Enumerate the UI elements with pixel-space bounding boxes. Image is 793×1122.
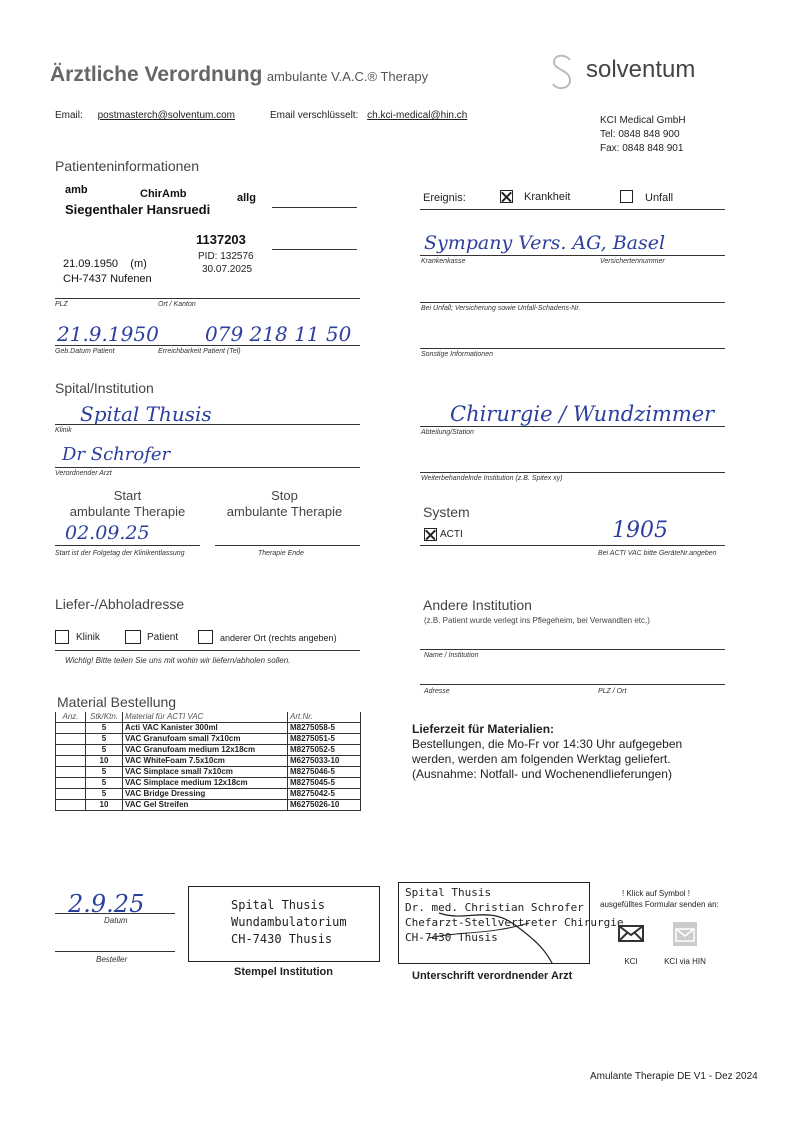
device-label: Bei ACTI VAC bitte GeräteNr.angeben	[598, 550, 717, 557]
unfall-checkbox[interactable]	[620, 190, 633, 203]
adresse-line	[420, 684, 725, 685]
title-main: Ärztliche Verordnung	[50, 63, 263, 86]
lead-line-1: Bestellungen, die Mo-Fr vor 14:30 Uhr aufgegeben	[412, 737, 683, 751]
acti-checkbox[interactable]	[424, 528, 437, 541]
material-anz-cell	[56, 800, 86, 811]
material-art-cell: M8275045-5	[288, 778, 361, 789]
hospital-section-title: Spital/Institution	[55, 380, 154, 396]
material-qty-cell: 5	[86, 745, 123, 756]
other-info-label: Sonstige Informationen	[421, 351, 493, 358]
insurer-line	[420, 255, 725, 256]
material-table	[55, 712, 361, 811]
doctor-line	[55, 467, 360, 468]
material-row	[56, 800, 361, 811]
delivery-klinik-checkbox[interactable]	[55, 630, 69, 644]
besteller-label: Besteller	[96, 955, 128, 964]
event-label: Ereignis:	[423, 192, 466, 204]
sig-line-2: Dr. med. Christian Schrofer	[405, 901, 584, 914]
sig-line-3: Chefarzt-Stellvertreter Chirurgie	[405, 916, 624, 929]
material-anz-cell	[56, 767, 86, 778]
material-header-row	[56, 712, 361, 723]
sig-line-1: Spital Thusis	[405, 886, 492, 899]
sig-line-4: CH-7430 Thusis	[405, 931, 498, 944]
email-enc-label: Email verschlüsselt:	[270, 110, 359, 121]
material-name-cell: VAC Bridge Dressing	[123, 789, 288, 800]
date-handwritten: 2.9.25	[68, 890, 145, 918]
name-line	[420, 649, 725, 650]
material-art-cell: M8275046-5	[288, 767, 361, 778]
clinic-line	[55, 424, 360, 425]
patient-label-allg: allg	[237, 192, 256, 204]
pid: PID: 132576	[198, 251, 254, 262]
delivery-note: Wichtig! Bitte teilen Sie uns mit wohin wir liefern/abholen sollen.	[65, 656, 291, 665]
envelope-icon	[617, 920, 645, 942]
material-row	[56, 734, 361, 745]
start-heading-2: ambulante Therapie	[69, 504, 186, 519]
lead-line-3: (Ausnahme: Notfall- und Wochenendlieferungen)	[412, 767, 672, 781]
patient-label-chiramb: ChirAmb	[140, 188, 187, 200]
stop-heading	[212, 488, 357, 520]
doctor-signature-stamp	[398, 882, 624, 964]
patient-name: Siegenthaler Hansruedi	[65, 202, 211, 217]
andere-section-title: Andere Institution	[423, 597, 532, 613]
version-label: Amulante Therapie DE V1 - Dez 2024	[590, 1071, 758, 1082]
krankheit-checkbox[interactable]	[500, 190, 513, 203]
clinic-label: Klinik	[55, 427, 72, 434]
email-row	[55, 110, 235, 121]
col-stk: Stk/Ktn.	[86, 712, 123, 723]
company-fax: Fax: 0848 848 901	[600, 143, 684, 154]
material-art-cell: M8275042-5	[288, 789, 361, 800]
kk-label: Krankenkasse	[421, 258, 466, 265]
unfall-label: Unfall	[645, 192, 674, 204]
title-sub: ambulante V.A.C.® Therapy	[266, 69, 429, 84]
krankheit-label: Krankheit	[524, 191, 571, 203]
material-name-cell: VAC Granufoam medium 12x18cm	[123, 745, 288, 756]
material-anz-cell	[56, 778, 86, 789]
col-art: Art.Nr.	[288, 712, 361, 723]
material-anz-cell	[56, 745, 86, 756]
insurer-handwritten: Sympany Vers. AG, Basel	[424, 232, 666, 254]
besteller-line	[55, 951, 175, 952]
material-name-cell: VAC Simplace medium 12x18cm	[123, 778, 288, 789]
signature-scribble-icon	[399, 883, 589, 963]
acti-label: ACTI	[440, 529, 463, 540]
brand-logo	[548, 52, 718, 92]
device-number-handwritten: 1905	[612, 518, 668, 543]
material-art-cell: M6275026-10	[288, 800, 361, 811]
material-qty-cell: 5	[86, 778, 123, 789]
stamp-line-1: Spital Thusis	[231, 898, 325, 912]
delivery-other-checkbox[interactable]	[198, 630, 213, 644]
end-label: Therapie Ende	[258, 550, 304, 557]
click-line-1: ! Klick auf Symbol !	[621, 889, 691, 898]
stop-heading-2: ambulante Therapie	[226, 504, 343, 519]
email-link[interactable]: postmasterch@solventum.com	[97, 110, 235, 121]
dept-handwritten: Chirurgie / Wundzimmer	[450, 402, 715, 426]
material-row	[56, 778, 361, 789]
signature-label: Unterschrift verordnender Arzt	[412, 970, 573, 982]
system-line	[420, 545, 725, 546]
lead-title: Lieferzeit für Materialien:	[412, 722, 555, 736]
admission-date: 30.07.2025	[202, 264, 253, 275]
material-name-cell: VAC WhiteFoam 7.5x10cm	[123, 756, 288, 767]
material-art-cell: M6275033-10	[288, 756, 361, 767]
delivery-patient-label: Patient	[147, 632, 179, 643]
material-section-title: Material Bestellung	[57, 694, 177, 710]
delivery-other-label: anderer Ort (rechts angeben)	[220, 633, 337, 643]
phone-label: Erreichbarkeit Patient (Tel)	[158, 348, 241, 355]
datum-line	[55, 913, 175, 914]
system-section-title: System	[423, 504, 470, 520]
material-qty-cell: 10	[86, 756, 123, 767]
solventum-logo-icon	[548, 52, 576, 94]
send-kci-button[interactable]	[614, 920, 648, 966]
dob-line	[55, 345, 360, 346]
delivery-klinik-label: Klinik	[76, 632, 100, 643]
company-tel: Tel: 0848 848 900	[600, 129, 680, 140]
institution-stamp	[188, 886, 380, 962]
form-title	[50, 63, 428, 87]
delivery-section-title: Liefer-/Abholadresse	[55, 596, 185, 612]
patient-label-amb: amb	[65, 184, 88, 196]
delivery-line	[55, 650, 360, 651]
kci-label: KCI	[624, 957, 638, 966]
material-qty-cell: 5	[86, 734, 123, 745]
other-line	[420, 348, 725, 349]
ort-label: Ort / Kanton	[158, 301, 196, 308]
end-line	[215, 545, 360, 546]
click-line-2: ausgefülltes Formular senden an:	[600, 900, 719, 909]
send-kci-hin-button[interactable]	[662, 920, 708, 966]
material-anz-cell	[56, 734, 86, 745]
material-art-cell: M8275052-5	[288, 745, 361, 756]
material-row	[56, 745, 361, 756]
material-anz-cell	[56, 723, 86, 734]
company-name: KCI Medical GmbH	[600, 115, 686, 126]
delivery-patient-checkbox[interactable]	[125, 630, 141, 644]
dept-line	[420, 426, 725, 427]
material-name-cell: VAC Gel Streifen	[123, 800, 288, 811]
material-row	[56, 723, 361, 734]
material-qty-cell: 5	[86, 723, 123, 734]
start-heading	[55, 488, 200, 520]
material-name-cell: VAC Simplace small 7x10cm	[123, 767, 288, 778]
stamp-label: Stempel Institution	[234, 966, 333, 978]
stop-heading-1: Stop	[271, 488, 298, 503]
dept-label: Abteilung/Station	[421, 429, 474, 436]
stamp-line-2: Wundambulatorium	[231, 915, 347, 929]
dob-handwritten: 21.9.1950	[57, 322, 159, 346]
email-enc-link[interactable]: ch.kci-medical@hin.ch	[367, 110, 468, 121]
lead-line-2: werden, werden am folgenden Werktag geliefert.	[412, 752, 671, 766]
start-line	[55, 545, 200, 546]
event-line	[420, 209, 725, 210]
material-qty-cell: 10	[86, 800, 123, 811]
allg-line	[272, 207, 357, 208]
material-name-cell: VAC Granufoam small 7x10cm	[123, 734, 288, 745]
birth-sex: 21.09.1950 (m)	[63, 258, 147, 270]
doctor-label: Verordnender Arzt	[55, 470, 112, 477]
doctor-handwritten: Dr Schrofer	[62, 444, 171, 465]
further-label: Weiterbehandelnde Institution (z.B. Spitex xy)	[421, 475, 563, 482]
company-info	[600, 114, 686, 156]
material-row	[56, 767, 361, 778]
material-qty-cell: 5	[86, 789, 123, 800]
unfall-info-label: Bei Unfall; Versicherung sowie Unfall-Schadens-Nr.	[421, 305, 581, 312]
start-label: Start ist der Folgetag der Klinikentlassung	[55, 550, 185, 557]
andere-note: (z.B. Patient wurde verlegt ins Pflegeheim, bei Verwandten etc.)	[424, 616, 650, 625]
material-row	[56, 789, 361, 800]
email-enc-row	[270, 110, 467, 121]
adresse-label: Adresse	[424, 688, 450, 695]
material-art-cell: M8275058-5	[288, 723, 361, 734]
start-heading-1: Start	[113, 488, 142, 503]
material-anz-cell	[56, 756, 86, 767]
send-instructions	[600, 888, 719, 910]
material-art-cell: M8275051-5	[288, 734, 361, 745]
vers-label: Versichertennummer	[600, 258, 665, 265]
patient-address: CH-7437 Nufenen	[63, 273, 152, 285]
brand-name: solventum	[586, 56, 696, 83]
stamp-line-3: CH-7430 Thusis	[231, 932, 333, 946]
datum-label: Datum	[104, 916, 128, 925]
start-date-handwritten: 02.09.25	[65, 522, 150, 544]
col-material: Material für ACTI VAC	[123, 712, 288, 723]
plz-ort-label: PLZ / Ort	[598, 688, 627, 695]
col-anz: Anz.	[56, 712, 86, 723]
envelope-hin-icon	[671, 920, 699, 948]
patient-section-title: Patienteninformationen	[55, 158, 199, 174]
material-row	[56, 756, 361, 767]
lead-time	[412, 722, 682, 782]
further-line	[420, 472, 725, 473]
case-number: 1137203	[196, 232, 246, 247]
plz-line	[55, 298, 360, 299]
unfall-line	[420, 302, 725, 303]
plz-label: PLZ	[55, 301, 68, 308]
clinic-handwritten: Spital Thusis	[80, 402, 212, 426]
kci-hin-label: KCI via HIN	[664, 957, 706, 966]
email-label: Email:	[55, 110, 83, 121]
phone-handwritten: 079 218 11 50	[205, 322, 352, 346]
material-anz-cell	[56, 789, 86, 800]
name-label: Name / Institution	[424, 652, 479, 659]
material-qty-cell: 5	[86, 767, 123, 778]
case-line	[272, 249, 357, 250]
material-name-cell: Acti VAC Kanister 300ml	[123, 723, 288, 734]
dob-label: Geb.Datum Patient	[55, 348, 115, 355]
